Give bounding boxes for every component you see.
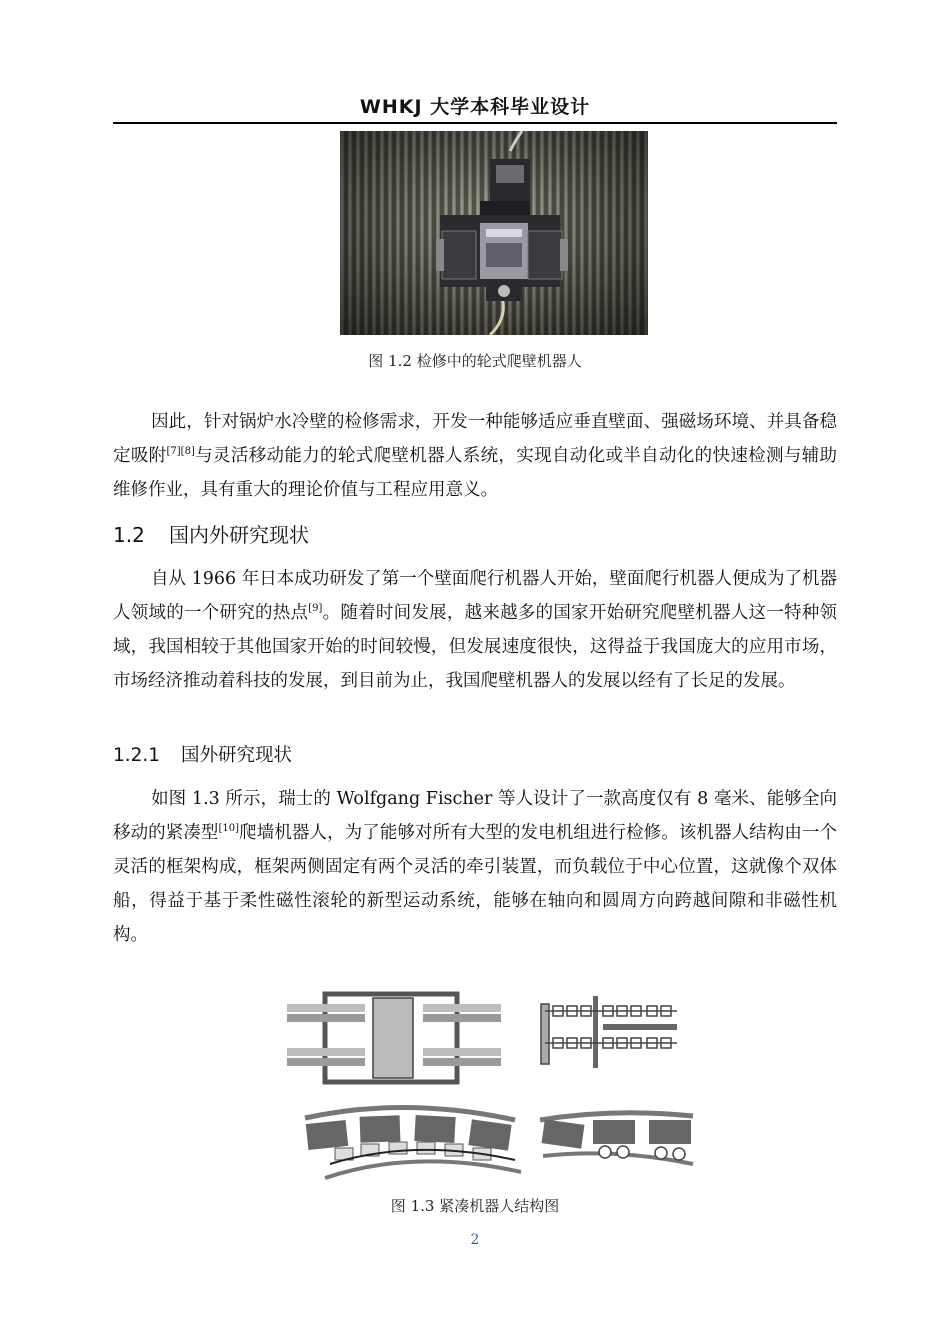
subsection-title: 国外研究现状 <box>181 745 293 766</box>
paragraph-1 <box>113 405 837 507</box>
header-title: WHKJ 大学本科毕业设计 <box>359 96 591 118</box>
citation-9: [9] <box>308 603 323 614</box>
frame-top-view <box>287 994 501 1082</box>
paragraph-3-text-b: 爬墙机器人，为了能够对所有大型的发电机组进行检修。该机器人结构由一个灵活的框架构成，框架两侧固定有两个灵活的牵引装置，而负载位于中心位置，这就像个双体船，得益于基于柔性磁性滚轮的新型运动系统，能够在轴向和圆周方向跨越间隙和非磁性机构。 <box>113 823 838 945</box>
traction-unit-side-view <box>541 996 677 1068</box>
page-number: 2 <box>470 1232 480 1248</box>
section-heading-1-2-1 <box>113 741 292 767</box>
section-number: 1.2 <box>113 523 145 547</box>
paragraph-2 <box>113 562 837 698</box>
section-heading-1-2 <box>113 519 309 548</box>
paragraph-3 <box>113 782 837 952</box>
curved-surface-left <box>305 1107 521 1178</box>
paragraph-2-text-a: 自从 1966 年日本成功研发了第一个壁面爬行机器人开始，壁面爬行机器人便成为了机器人领域的一个研究的热点 <box>113 569 837 623</box>
figure-1-3-caption: 图 1.3 紧凑机器人结构图 <box>390 1197 560 1215</box>
section-title: 国内外研究现状 <box>169 523 309 547</box>
figure-robot-photo <box>340 131 648 335</box>
citation-10: [10] <box>218 823 240 834</box>
paragraph-1-text-a: 因此，针对锅炉水冷壁的检修需求，开发一种能够适应垂直壁面、强磁场环境、并具备稳定吸附 <box>113 412 837 466</box>
robot-photo-illustration <box>340 131 648 335</box>
paragraph-2-text-b: 。随着时间发展，越来越多的国家开始研究爬壁机器人这一特种领域，我国相较于其他国家开始的时间较慢，但发展速度很快，这得益于我国庞大的应用市场，市场经济推动着科技的发展，到目前为止，我国爬壁机器人的发展以经有了长足的发展。 <box>113 603 837 691</box>
figure-1-2-caption: 图 1.2 检修中的轮式爬壁机器人 <box>368 352 582 370</box>
compact-robot-structure-illustration <box>285 988 695 1188</box>
citation-7-8: [7][8] <box>166 446 195 457</box>
page-header <box>113 94 837 124</box>
paragraph-3-text-a: 如图 1.3 所示，瑞士的 Wolfgang Fischer 等人设计了一款高度仅有 8 毫米、能够全向移动的紧凑型 <box>113 789 837 843</box>
subsection-number: 1.2.1 <box>113 745 161 766</box>
figure-compact-robot-diagram <box>285 988 695 1188</box>
curved-surface-right <box>540 1113 693 1164</box>
paragraph-1-text-b: 与灵活移动能力的轮式爬壁机器人系统，实现自动化或半自动化的快速检测与辅助维修作业，具有重大的理论价值与工程应用意义。 <box>113 446 838 500</box>
